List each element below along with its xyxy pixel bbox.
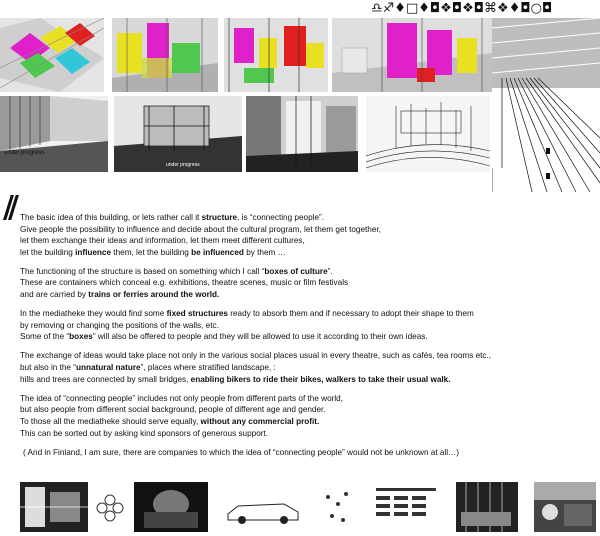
paragraph-2: The functioning of the structure is based on something which I call “boxes of culture”. These are containers which conceal e.g. exhibitions, theatre scenes, music or film festivals and are carried by trains or ferries around the world. bbox=[20, 266, 349, 300]
bw-render-2 bbox=[114, 96, 242, 172]
bottom-thumbnail-3 bbox=[134, 482, 208, 532]
render-thumbnail-6 bbox=[114, 96, 242, 172]
render-thumbnail-3 bbox=[224, 18, 328, 92]
paragraph-4: The exchange of ideas would take place not only in the various social places usual in every theatre, such as cafés, tea rooms etc., but also in the “unnatural nature”, places where stratified landscape, : hills and trees are connected by small bridges, enabling bikers to ride their bikes, walkers to take their usual walk. bbox=[20, 351, 492, 384]
bottom-thumbnail-6 bbox=[372, 482, 440, 532]
bw-render-3 bbox=[246, 96, 358, 172]
render-thumbnail-7 bbox=[246, 96, 358, 172]
body-text bbox=[20, 212, 595, 466]
bottom-thumbnail-7 bbox=[456, 482, 518, 532]
render-thumbnail-4 bbox=[332, 18, 492, 92]
header-symbols: ♎♐♦□♦◘❖◘❖◘⌘❖♦◘○◘ bbox=[371, 1, 553, 16]
render-thumbnail-1 bbox=[0, 18, 104, 92]
render-thumbnail-5 bbox=[0, 96, 108, 172]
render-caption: under progress bbox=[4, 150, 45, 156]
colored-boxes-render-1 bbox=[0, 18, 104, 92]
bottom-thumbnail-8 bbox=[534, 482, 596, 532]
structure-line-drawing bbox=[492, 18, 600, 192]
paragraph-3: In the mediatheke they would find some fixed structures ready to absorb them and if necessary to adopt their shape to them by removing or changing the positions of the walls, etc. Some of the “boxes” will also be offered to people and they will be allowed to use it according to their own ideas. bbox=[20, 309, 474, 342]
render-thumbnail-8 bbox=[366, 96, 490, 172]
colored-boxes-render-4 bbox=[332, 18, 492, 92]
render-thumbnail-2 bbox=[112, 18, 218, 92]
bottom-thumbnail-1 bbox=[20, 482, 88, 532]
bottom-thumbnail-2 bbox=[94, 482, 126, 532]
bw-render-1 bbox=[0, 96, 108, 172]
paragraph-5: The idea of “connecting people” includes not only people from different parts of the world, but also people from different social background, people of different age and gender. To those all the mediatheke should serve equally, without any commercial profit. This can be sorted out by asking kind sponsors of generous support. bbox=[20, 393, 343, 438]
lines-render bbox=[492, 18, 600, 192]
render-caption: under progress bbox=[166, 162, 200, 168]
double-slash-mark: // bbox=[3, 190, 13, 225]
bottom-thumbnail-4 bbox=[224, 482, 302, 532]
colored-boxes-render-3 bbox=[224, 18, 328, 92]
bw-render-4 bbox=[366, 96, 490, 172]
colored-boxes-render-2 bbox=[112, 18, 218, 92]
paragraph-6: ( And in Finland, I am sure, there are companies to which the idea of “connecting people” would not be unknown at all…) bbox=[23, 447, 460, 457]
paragraph-1: The basic idea of this building, or lets rather call it structure, is “connecting people”. Give people the possibility to influence and decide about the cultural program, let them get together, let them exchange their ideas and information, let them meet different cultures, let the building influence them, let the building be influenced by them … bbox=[20, 213, 381, 257]
bottom-thumbnail-5 bbox=[318, 482, 356, 532]
